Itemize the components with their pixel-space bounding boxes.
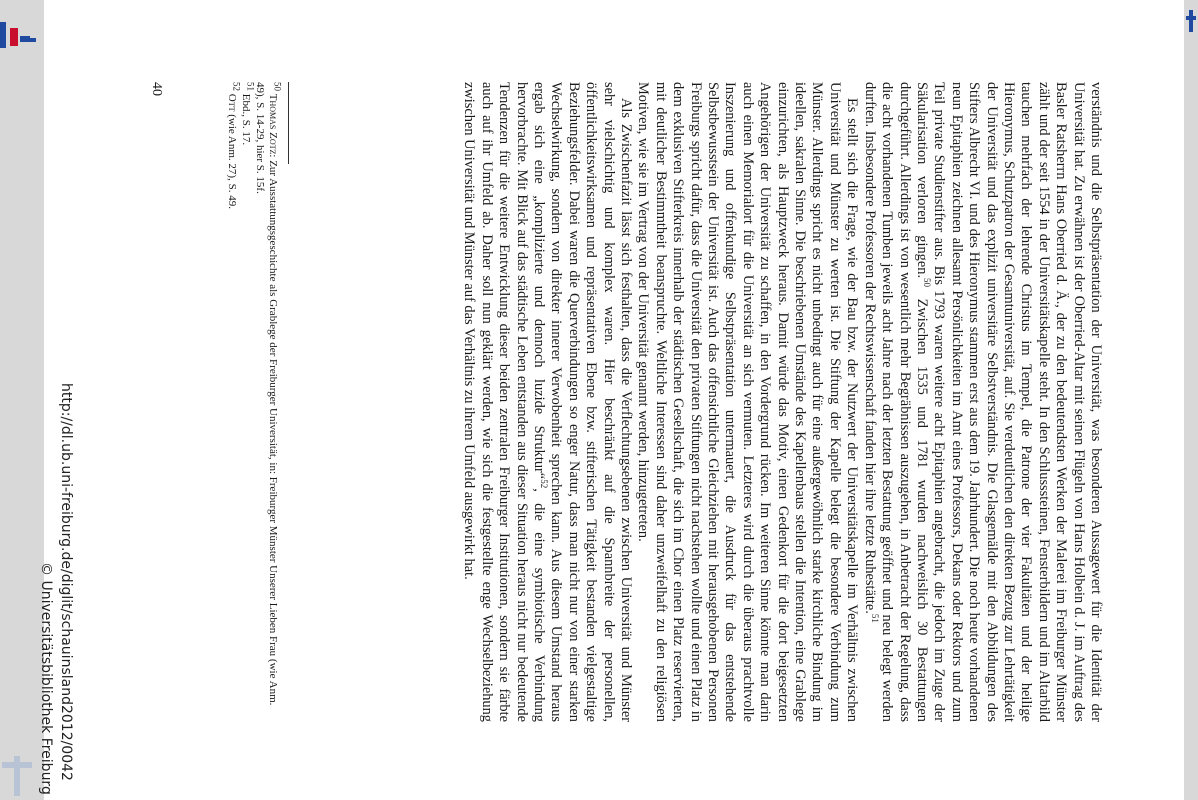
page-number: 40 [149, 82, 164, 96]
footnote-ref-50: 50 [921, 278, 932, 288]
footnotes [224, 82, 283, 722]
footnote-ref-51: 51 [869, 613, 880, 623]
footnote-50: $^{50}$ Thomas Zotz: Zur Ausstattungsgeschichte als Grablege der Freiburger Universität, in: Freiburger Münster Unserer Lieben Frau (wie Anm. 49), S. 14-29, hier S. 15f. [254, 82, 283, 706]
footnote-divider [288, 82, 289, 164]
footnote-52: $^{52}$ Ott (wie Anm. 27), S. 49. [226, 82, 242, 209]
paragraph-2: Es stellt sich die Frage, wie der Bau bzw. der Nutzwert der Universitätskapelle im Verhältnis zwischen Universität und Münster zu werten ist. Die Stiftung der Kapelle belegt die besondere Verbindung zum Münster. Allerdings spricht es nicht unbedingt auch für eine außergewöhnlich starke kirchliche Bindung im ideellen, sakralen Sinne. Die beschriebenen Umstände des Kapellenbaus stellen die Intention, eine Grablege einzurichten, als Hauptzweck heraus. Damit würde das Motiv, einen Gedenkort für die dort beigesetzten Angehörigen der Universität zu schaffen, in den Vordergrund rücken. Im weiteren Sinne könnte man darin auch einen Memorialort für die Universität an sich vermuten. Letzteres wird durch die überaus prachtvolle Inszenierung und offenkundige Selbstpräsentation untermauert, die Ausdruck für das entstehende Selbstbewusstsein der Universität ist. Auch das offensichtliche Gleichziehen mit herausgehobenen Personen Freiburgs spricht dafür, dass die Universität den privaten Stiftungen nicht nachstehen wollte und einen Platz in dem exklusiven Stifterkreis innerhalb der städtischen Gesellschaft, die sich im Chor einen Platz reservierten, mit deutlicher Bestimmtheit beanspruchte. Weltliche Interessen sind daher unzweifelhaft zu den religiösen Motiven, wie sie im Vertrag von der Universität genannt werden, hinzugetreten. [635, 82, 861, 722]
library-logo-bottom-icon [0, 752, 38, 800]
url-stamp[interactable]: http://dl.ub.uni-freiburg.de/diglit/schauinsland2012/0042 [58, 383, 74, 781]
copyright-stamp: © Universitätsbibliothek Freiburg [38, 562, 54, 795]
footnote-51: $^{51}$ Ebd., S. 17. [240, 82, 256, 146]
library-logo-right-icon [1184, 0, 1198, 40]
document-page [38, 0, 1184, 800]
rotated-page-content [38, 0, 1184, 800]
body-text [460, 82, 1104, 722]
paragraph-3: Als Zwischenfazit lässt sich festhalten, dass die Verflechtungsebenen zwischen Universität und Münster sehr vielschichtig und komplex waren. Hier beschränkt auf die Spannbreite der personellen, öffentlichkeitswirksamen und repräsentativen Ebene bzw. stifterischen Tätigkeit bestanden vielgestaltige Beziehungsfelder. Dabei waren die Querverbindungen so enger Natur, dass man nicht nur von einer starken Wechselwirkung, sondern von direkter innerer Verwobenheit sprechen kann. Aus diesem Umstand heraus ergab sich eine „komplizierte und dennoch luzide Struktur“$^{52}$, die eine symbiotische Verbindung hervorbrachte. Mit Blick auf das städtische Leben entstanden aus dieser Situation heraus nicht nur bedeutende Tendenzen für die weitere Entwicklung dieser beiden zentralen Freiburger Institutionen, sondern sie färbte auch auf ihr Umfeld ab. Daher soll nun geklärt werden, wie sich die festgestellte enge Wechselbeziehung zwischen Universität und Münster auf das Verhältnis zu ihrem Umfeld ausgewirkt hat. [461, 82, 635, 722]
paragraph-1: verständnis und die Selbstpräsentation der Universität, was besonderen Aussagewert für die Identität der Universität hat. Zu erwähnen ist der Oberried-Altar mit seinen Flügeln von Hans Holbein d. J. im Auftrag des Basler Ratsherrn Hans Oberried d. Ä., der zu den bedeutendsten Werken der Malerei im Freiburger Münster zählt und der seit 1554 in der Universitätskapelle steht. In den Schlusssteinen, Fensterbildern und im Altarbild tauchen mehrfach der lehrende Christus im Tempel, die Patrone der vier Fakultäten und der heilige Hieronymus, Schutzpatron der Gesamtuniversität, auf. Sie verdeutlichen den direkten Bezug zur Lehrtätigkeit der Universität und das explizit universitäre Selbstverständnis. Die Glasgemälde mit den Abbildungen des Stifters Albrecht VI. und des Hieronymus stammen erst aus dem 19. Jahrhundert. Die noch heute vorhandenen neun Epitaphien zeichnen allesamt Persönlichkeiten im Amt eines Professors, Dekans oder Rektors und zum Teil private Studienstifter aus. Bis 1793 waren weitere acht Epitaphien angebracht, die jedoch im Zuge der Säkularisation verloren gingen.$^{50}$ Zwischen 1535 und 1781 wurden nachweislich 30 Bestattungen durchgeführt. Allerdings ist von wesentlich mehr Begräbnissen auszugehen, in Anbetracht der Regelung, dass die acht vorhandenen Tumben jeweils acht Jahre nach der letzten Bestattung geöffnet und neu belegt werden durften. Insbesondere Professoren der Rechtswissenschaft fanden hier ihre letzte Ruhestätte.$^{51}$ [861, 82, 1104, 722]
footnote-ref-52: 52 [538, 479, 549, 489]
library-logo-icon [0, 14, 38, 54]
